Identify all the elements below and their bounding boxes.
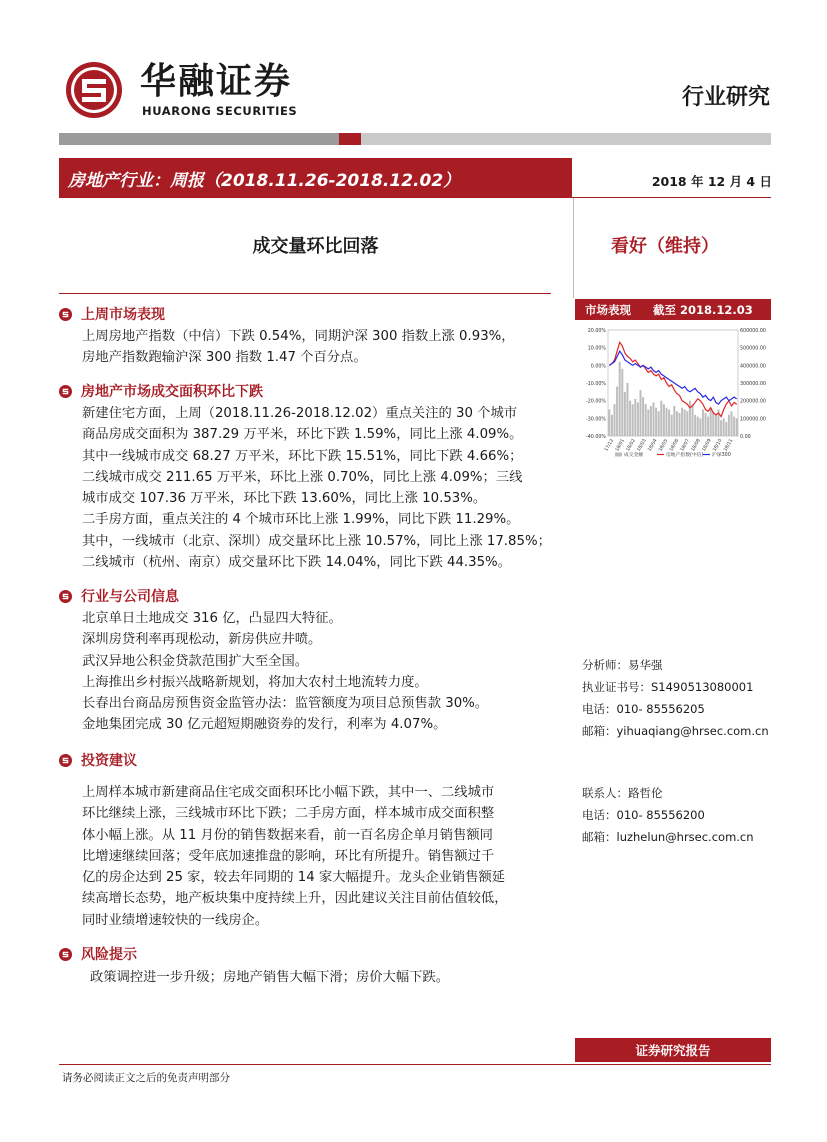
chart-left-axis bbox=[586, 328, 606, 440]
chart-bar bbox=[733, 417, 735, 436]
chart-right-tick-label: 0.00 bbox=[740, 435, 751, 440]
section-body-risk bbox=[90, 967, 560, 988]
section-bullet-icon bbox=[59, 590, 72, 603]
analyst-phone: 电话：010- 85556205 bbox=[582, 702, 705, 716]
text-line: 其中一线城市成交 68.27 万平米，环比下跌 15.51%，同比下跌 4.66%； bbox=[82, 448, 523, 464]
section-title-text: 上周市场表现 bbox=[81, 307, 165, 323]
chart-right-tick-label: 400000.00 bbox=[740, 364, 766, 370]
chart-bar bbox=[686, 411, 688, 436]
text-line: 体小幅上涨。从 11 月份的销售数据来看，前一百名房企单月销售额同 bbox=[82, 827, 493, 843]
chart-bar bbox=[621, 369, 623, 436]
chart-bar bbox=[705, 413, 707, 436]
brand-name-en: HUARONG SECURITIES bbox=[142, 104, 298, 118]
analyst-block bbox=[582, 654, 769, 742]
market-performance-band bbox=[575, 299, 771, 320]
chart-bar bbox=[736, 418, 738, 436]
text-line: 亿的房企达到 25 家，较去年同期的 14 家大幅提升。龙头企业销售额延 bbox=[82, 870, 506, 886]
text-line: 房地产指数跑输沪深 300 指数 1.47 个百分点。 bbox=[82, 350, 367, 366]
chart-left-tick-label: 10.00% bbox=[587, 346, 606, 352]
chart-x-tick-label: 18/01 bbox=[615, 438, 626, 453]
chart-legend-swatch bbox=[615, 453, 622, 457]
text-line: 金地集团完成 30 亿元超短期融资券的发行，利率为 4.07%。 bbox=[82, 717, 447, 733]
chart-bar bbox=[650, 406, 652, 436]
chart-bar bbox=[660, 401, 662, 436]
section-title-transactions bbox=[59, 381, 263, 401]
chart-bar bbox=[645, 404, 647, 436]
chart-left-tick-label: 20.00% bbox=[587, 329, 606, 334]
chart-bar bbox=[679, 413, 681, 436]
chart-bar bbox=[627, 383, 629, 436]
section-body-market bbox=[82, 326, 552, 369]
chart-x-tick-label: 18/09 bbox=[701, 438, 713, 453]
contact-name: 联系人：路哲伦 bbox=[582, 786, 663, 800]
text-line: 长春出台商品房预售资金监管办法：监管额度为项目总预售款 30%。 bbox=[82, 696, 489, 712]
section-bullet-icon bbox=[59, 754, 72, 767]
chart-right-axis bbox=[740, 328, 766, 440]
chart-bar bbox=[608, 410, 610, 437]
text-line: 武汉异地公积金贷款范围扩大至全国。 bbox=[82, 653, 309, 669]
chart-bar bbox=[655, 408, 657, 436]
text-line: 上海推出乡村振兴战略新规划，将加大农村土地流转力度。 bbox=[82, 674, 428, 690]
chart-bar bbox=[614, 404, 616, 436]
text-line: 新建住宅方面，上周（2018.11.26-2018.12.02）重点关注的 30 个城市 bbox=[82, 406, 518, 421]
section-title-text: 风险提示 bbox=[81, 947, 137, 963]
section-bullet-icon bbox=[59, 385, 72, 398]
section-title-text: 房地产市场成交面积环比下跌 bbox=[81, 384, 263, 400]
section-body-transactions bbox=[82, 403, 552, 573]
header-bar-left bbox=[59, 133, 339, 145]
chart-x-tick-label: 18/05 bbox=[658, 438, 670, 453]
chart-right-tick-label: 600000.00 bbox=[740, 329, 766, 334]
chart-x-tick-label: 17/12 bbox=[604, 438, 616, 453]
chart-bar bbox=[658, 411, 660, 436]
header-bar-accent bbox=[339, 133, 361, 145]
chart-bar bbox=[702, 410, 704, 437]
chart-right-tick-label: 500000.00 bbox=[740, 346, 766, 352]
chart-bar bbox=[629, 401, 631, 436]
chart-left-tick-label: -20.00% bbox=[585, 399, 606, 405]
chart-bar bbox=[694, 415, 696, 436]
chart-bar bbox=[647, 410, 649, 437]
analyst-name: 分析师：易华强 bbox=[582, 658, 663, 672]
contact-block bbox=[582, 782, 754, 848]
text-line: 政策调控进一步升级；房地产销售大幅下滑；房价大幅下跌。 bbox=[90, 970, 450, 985]
chart-bar bbox=[720, 420, 722, 436]
chart-x-tick-label: 18/08 bbox=[690, 438, 702, 453]
chart-x-tick-label: 18/10 bbox=[712, 438, 724, 453]
text-line: 续高增长态势，地产板块集中度持续上升，因此建议关注目前估值较低， bbox=[82, 891, 508, 907]
analyst-email[interactable]: 邮箱：yihuaqiang@hrsec.com.cn bbox=[582, 724, 769, 738]
chart-bar bbox=[697, 417, 699, 436]
text-line: 北京单日土地成交 316 亿，凸显四大特征。 bbox=[82, 611, 342, 626]
text-line: 深圳房贷利率再现松动，新房供应井喷。 bbox=[82, 632, 322, 648]
chart-bar bbox=[681, 408, 683, 436]
section-bullet-icon bbox=[59, 308, 72, 321]
chart-x-tick-label: 18/11 bbox=[723, 438, 735, 453]
chart-bar bbox=[611, 415, 613, 436]
text-line: 二线城市成交 211.65 万平米，环比上涨 0.70%，同比上涨 4.09%；三线 bbox=[82, 469, 523, 485]
chart-bar bbox=[728, 415, 730, 436]
section-bullet-icon bbox=[59, 948, 72, 961]
chart-bar bbox=[671, 415, 673, 436]
chart-bar bbox=[653, 402, 655, 436]
section-title-text: 行业与公司信息 bbox=[81, 589, 179, 605]
footer-band: 证券研究报告 bbox=[575, 1038, 771, 1062]
chart-bar bbox=[673, 406, 675, 436]
market-performance-chart bbox=[580, 324, 770, 464]
analyst-license: 执业证书号：S1490513080001 bbox=[582, 680, 754, 694]
brand-name-cn: 华融证券 bbox=[140, 61, 293, 102]
rating: 看好（维持） bbox=[611, 236, 719, 257]
chart-bar bbox=[699, 418, 701, 436]
text-line: 城市成交 107.36 万平米，环比下跌 13.60%，同比上涨 10.53%。 bbox=[82, 491, 487, 507]
chart-bar bbox=[632, 404, 634, 436]
chart-bar bbox=[725, 422, 727, 436]
chart-bar bbox=[666, 408, 668, 436]
chart-x-tick-label: 18/07 bbox=[680, 438, 691, 453]
chart-x-tick-label: 18/02 bbox=[625, 438, 637, 453]
chart-legend-label: 房地产指数(中信) bbox=[666, 453, 704, 458]
text-line: 二线城市（杭州、南京）成交量环比下跌 14.04%，同比下跌 44.35%。 bbox=[82, 555, 511, 571]
main-divider bbox=[59, 293, 551, 294]
text-line: 同时业绩增速较快的一线房企。 bbox=[82, 912, 269, 928]
chart-right-tick-label: 100000.00 bbox=[740, 417, 766, 423]
chart-bar bbox=[640, 390, 642, 436]
disclaimer: 请务必阅读正文之后的免责声明部分 bbox=[62, 1072, 230, 1084]
section-title-advice bbox=[59, 750, 137, 770]
chart-bar bbox=[715, 415, 717, 436]
section-title-market bbox=[59, 304, 165, 324]
chart-bar bbox=[637, 402, 639, 436]
chart-bar bbox=[668, 410, 670, 437]
text-line: 上周样本城市新建商品住宅成交面积环比小幅下跌，其中一、二线城市 bbox=[82, 785, 495, 800]
text-line: 比增速继续回落；受年底加速推盘的影响，环比有所提升。销售额过千 bbox=[82, 848, 495, 864]
text-line: 商品房成交面积为 387.29 万平米，环比下跌 1.59%，同比上涨 4.09%。 bbox=[82, 427, 523, 443]
column-divider bbox=[573, 198, 574, 298]
chart-legend-label: 沪深300 bbox=[712, 453, 731, 458]
contact-email[interactable]: 邮箱：luzhelun@hrsec.com.cn bbox=[582, 830, 754, 844]
chart-bars bbox=[608, 362, 737, 436]
chart-bar bbox=[712, 411, 714, 436]
chart-bar bbox=[676, 411, 678, 436]
report-date: 2018 年 12 月 4 日 bbox=[651, 174, 772, 189]
contact-phone: 电话：010- 85556200 bbox=[582, 808, 705, 822]
section-body-news bbox=[82, 608, 552, 736]
chart-bar bbox=[642, 397, 644, 436]
report-type: 行业研究 bbox=[681, 85, 770, 110]
chart-legend-label: 成交金额 bbox=[624, 453, 644, 458]
chart-left-tick-label: -30.00% bbox=[585, 417, 606, 423]
chart-bar bbox=[663, 404, 665, 436]
chart-left-tick-label: -40.00% bbox=[585, 435, 606, 440]
chart-left-tick-label: 0.00% bbox=[590, 364, 606, 370]
headline: 成交量环比回落 bbox=[252, 236, 379, 257]
header-bar-right bbox=[361, 133, 771, 145]
chart-left-tick-label: -10.00% bbox=[585, 382, 606, 387]
chart-bar bbox=[624, 392, 626, 436]
chart-x-tick-label: 18/06 bbox=[669, 438, 681, 453]
chart-bar bbox=[616, 387, 618, 436]
market-performance-date: 截至 2018.12.03 bbox=[653, 302, 753, 317]
title-divider bbox=[59, 197, 771, 198]
huarong-logo bbox=[64, 60, 124, 120]
text-line: 二手房方面，重点关注的 4 个城市环比上涨 1.99%，同比下跌 11.29%。 bbox=[82, 512, 520, 528]
chart-right-tick-label: 300000.00 bbox=[740, 382, 766, 387]
text-line: 环比继续上涨，三线城市环比下跌；二手房方面，样本城市成交面积整 bbox=[82, 806, 495, 822]
chart-bar bbox=[619, 362, 621, 436]
footer-divider bbox=[59, 1064, 771, 1065]
chart-bar bbox=[723, 418, 725, 436]
report-title: 房地产行业：周报（2018.11.26-2018.12.02） bbox=[68, 171, 461, 191]
chart-bar bbox=[634, 399, 636, 436]
section-title-text: 投资建议 bbox=[81, 753, 137, 769]
section-title-news bbox=[59, 586, 179, 606]
chart-x-axis bbox=[603, 438, 734, 453]
text-line: 其中，一线城市（北京、深圳）成交量环比上涨 10.57%，同比上涨 17.85%； bbox=[82, 533, 551, 549]
chart-bar bbox=[710, 408, 712, 436]
text-line: 上周房地产指数（中信）下跌 0.54%，同期沪深 300 指数上涨 0.93%， bbox=[82, 329, 515, 344]
chart-bar bbox=[684, 410, 686, 437]
chart-right-tick-label: 200000.00 bbox=[740, 399, 766, 405]
chart-bar bbox=[731, 411, 733, 436]
section-body-advice bbox=[82, 782, 552, 931]
chart-bar bbox=[707, 417, 709, 436]
section-title-risk bbox=[59, 944, 137, 964]
market-performance-label: 市场表现 bbox=[585, 302, 631, 317]
chart-bar bbox=[692, 404, 694, 436]
chart-x-tick-label: 18/04 bbox=[647, 438, 659, 453]
chart-legend bbox=[615, 451, 731, 458]
chart-x-tick-label: 18/03 bbox=[636, 438, 648, 453]
